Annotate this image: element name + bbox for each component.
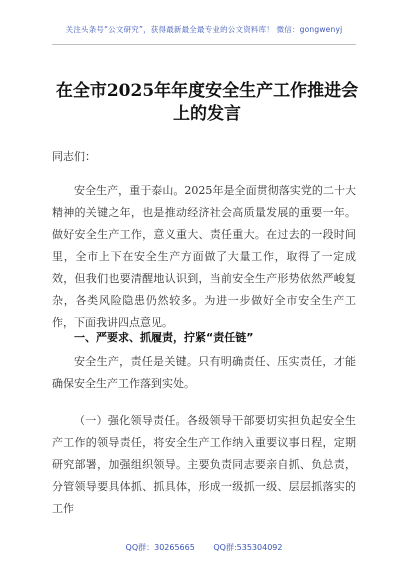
document-title: 在全市2025年年度安全生产工作推进会上的发言 — [55, 81, 359, 124]
footer-qq-group-2: QQ群:535304092 — [213, 543, 283, 552]
salutation: 同志们： — [52, 150, 96, 163]
footer-qq-group-1: QQ群：30265665 — [125, 543, 195, 552]
body-paragraph-1: 安全生产，重于泰山。2025年是全面贯彻落实党的二十大精神的关键之年，也是推动经济社会高质量发展的重要一年。做好安全生产工作，意义重大、责任重大。在过去的一段时间里，全市上下在安全生产方面做了大量工作，取得了一定成效，但我们也要清醒地认识到，当前安全生产形势依然严峻复杂，各类风险隐患仍然较多。为进一步做好全市安全生产工作，下面我讲四点意见。 — [52, 184, 356, 329]
header-divider — [52, 44, 356, 45]
footer-contact — [0, 542, 408, 553]
body-paragraph-2: 安全生产，责任是关键。只有明确责任、压实责任，才能确保安全生产工作落到实处。 — [52, 355, 356, 390]
section-heading-1: 一、严要求、抓履责，拧紧“责任链” — [74, 331, 254, 344]
body-paragraph-3: （一）强化领导责任。各级领导干部要切实担负起安全生产工作的领导责任，将安全生产工作纳入重要议事日程，定期研究部署，加强组织领导。主要负责同志要亲自抓、负总责，分管领导要具体抓、抓具体，形成一级抓一级、层层抓落实的工作 — [52, 414, 356, 515]
header-promo-text: 关注头条号“公文研究”，获得最新最全最专业的公文资料库！ 微信：gongwenyj — [65, 25, 343, 34]
